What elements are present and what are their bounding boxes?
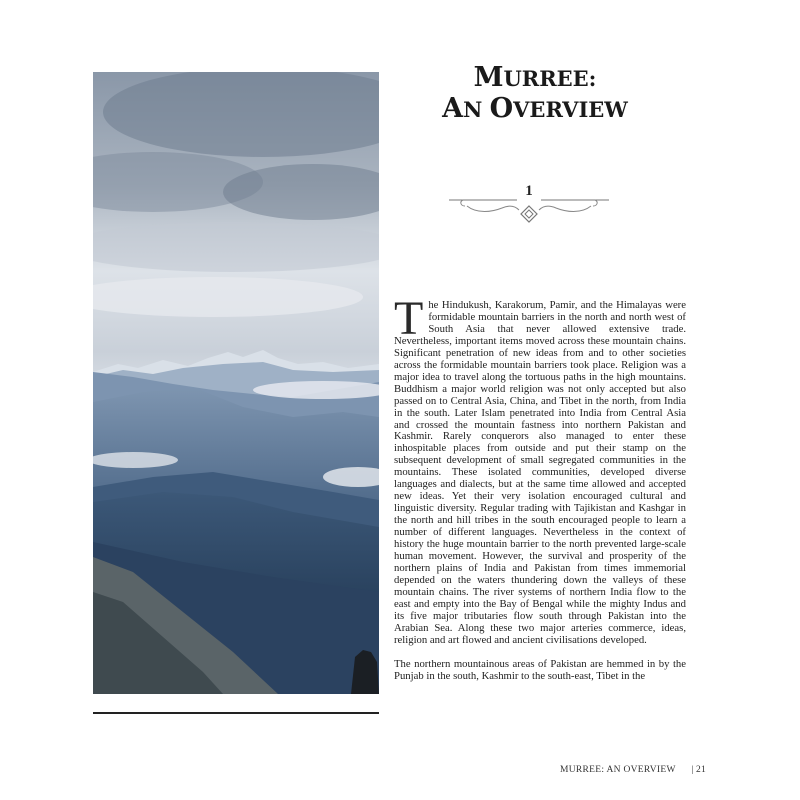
mountain-landscape-photo xyxy=(93,72,379,694)
title-line-2 xyxy=(420,95,650,126)
body-text xyxy=(394,292,686,695)
chapter-title xyxy=(420,64,650,126)
title-initial: M xyxy=(473,62,504,93)
title-rest: N xyxy=(463,97,490,122)
page-footer xyxy=(560,765,707,775)
photo-underline-rule xyxy=(93,712,379,714)
drop-cap: T xyxy=(394,292,424,345)
title-rest: URREE: xyxy=(503,66,597,91)
paragraph xyxy=(394,292,686,647)
title-line-1 xyxy=(420,64,650,95)
running-head: MURREE: AN OVERVIEW xyxy=(560,765,676,775)
chapter-number: 1 xyxy=(525,183,533,199)
title-initial: O xyxy=(489,93,514,124)
mountain-landscape-illustration xyxy=(93,72,379,694)
title-rest: VERVIEW xyxy=(513,97,628,122)
title-initial: A xyxy=(442,93,464,124)
paragraph-2-text: The northern mountainous areas of Pakistan are hemmed in by the Punjab in the south, Kashmir to the south-east, Tibet in the xyxy=(394,657,686,682)
footer-separator: | xyxy=(691,765,694,775)
paragraph-1-text: he Hindukush, Karakorum, Pamir, and the Himalayas were formidable mountain barriers in the north and north west of South Asia that never allowed extensive trade. Nevertheless, important items moved across these mountain chains. Significant penetration of new ideas from and to other societies across the formidable mountain barriers took place. Religion was a major idea to travel along the tortuous paths in the high mountains. Buddhism a major world religion was not only accepted but also passed on to Central Asia, China, and Tibet in the north, from India in the south. Later Islam penetrated into India from Central Asia and crossed the mountain fastness into northern Pakistan and Kashmir. Rarely conquerors also managed to enter these inhospitable places from outside and put their stamp on the subsequent development of small segregated communities in the mountains. These isolated communities, developed diverse languages and dialects, but at the same time allowed and accepted new ideas. Yet their very isolation encouraged cultural and linguistic diversity. Regular trading with Tajikistan and Kashgar in the north and hill tribes in the south encouraged people to learn a number of different languages. Nevertheless in the context of history the huge mountain barrier to the north prevented large-scale human movement. However, the survival and prosperity of the northern plains of India and Pakistan from times immemorial depended on the waters thundering down the valleys of these mountain chains. The river systems of northern India flow to the east and empty into the Bay of Bengal while the mighty Indus and its five major tributaries flow south through Pakistan into the Arabian Sea. Along these two major arteries commerce, ideas, religion and art flowed and ancient civilisations developed. xyxy=(394,299,686,646)
paragraph xyxy=(394,659,686,683)
page-number: 21 xyxy=(695,765,707,775)
